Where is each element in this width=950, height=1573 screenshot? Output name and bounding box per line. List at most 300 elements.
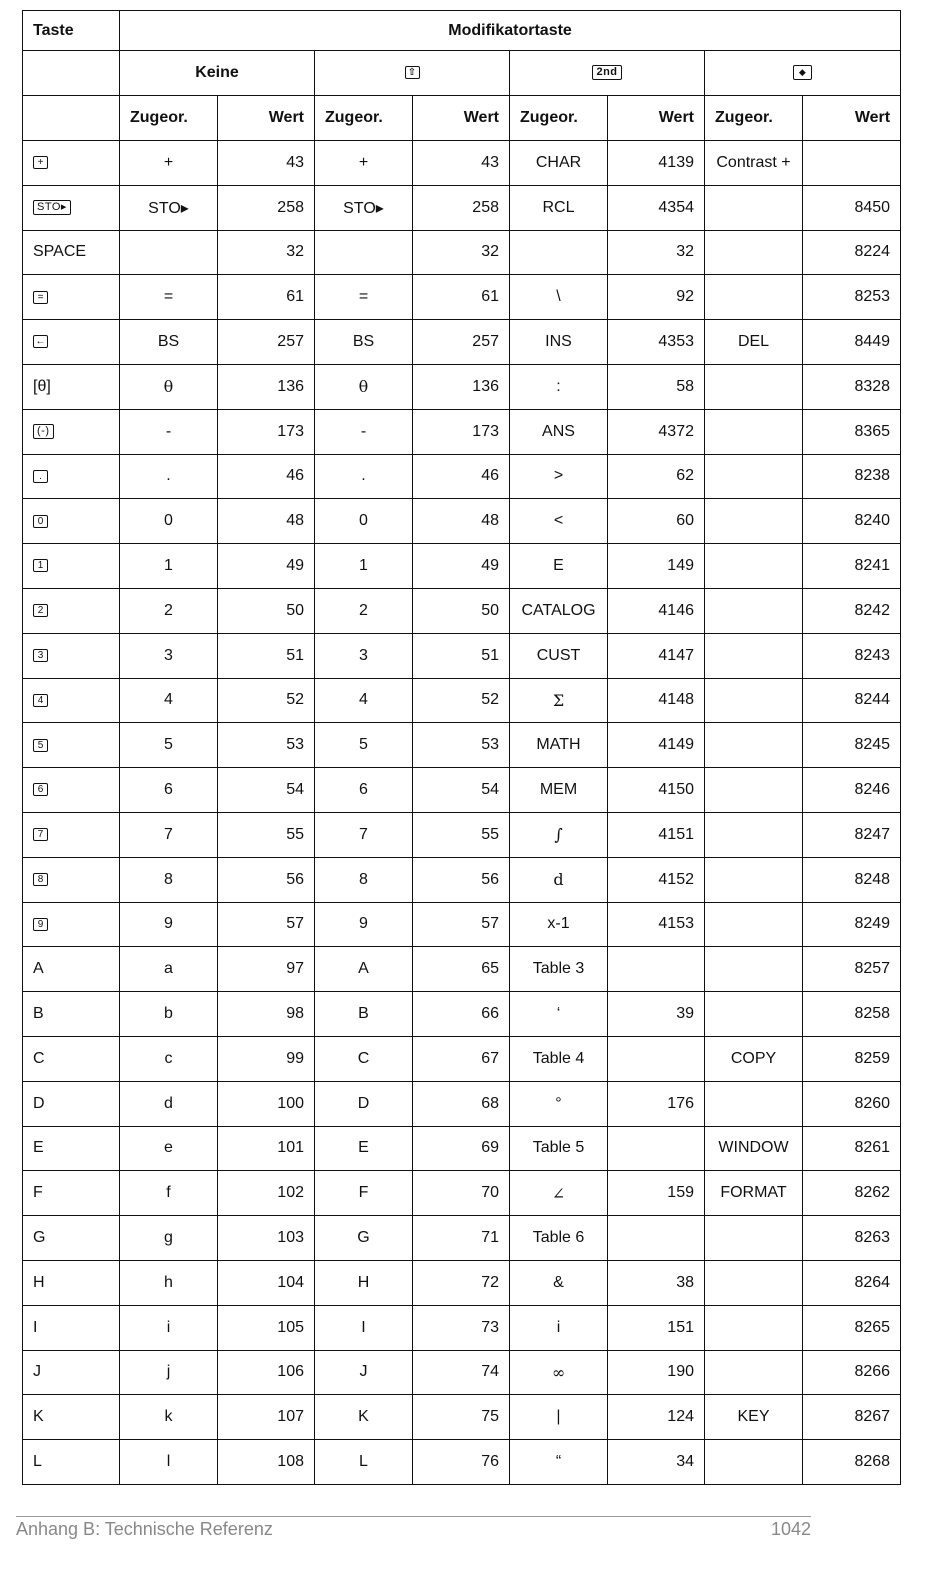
- key-icon: +: [33, 156, 48, 169]
- shift-assigned: θ: [315, 364, 413, 409]
- sub-value: Wert: [413, 96, 510, 141]
- diamond-value: 8266: [803, 1350, 901, 1395]
- shift-assigned: -: [315, 409, 413, 454]
- second-assigned: ANS: [510, 409, 608, 454]
- none-value: 54: [218, 768, 315, 813]
- table-row: [23, 185, 901, 230]
- shift-value: 51: [413, 633, 510, 678]
- diamond-assigned: [705, 723, 803, 768]
- second-assigned: i: [510, 1305, 608, 1350]
- key-icon: STO▸: [33, 200, 71, 215]
- second-assigned: MEM: [510, 768, 608, 813]
- shift-value: 71: [413, 1216, 510, 1261]
- shift-assigned: +: [315, 141, 413, 186]
- shift-value: 49: [413, 544, 510, 589]
- key-cell: I: [23, 1305, 120, 1350]
- shift-value: 48: [413, 499, 510, 544]
- second-value: 38: [608, 1260, 705, 1305]
- none-value: 55: [218, 812, 315, 857]
- diamond-value: 8249: [803, 902, 901, 947]
- header-empty: [23, 96, 120, 141]
- sub-assigned: Zugeor.: [120, 96, 218, 141]
- diamond-value: 8258: [803, 992, 901, 1037]
- key-cell: [23, 185, 120, 230]
- diamond-value: 8449: [803, 320, 901, 365]
- none-value: 106: [218, 1350, 315, 1395]
- shift-assigned: E: [315, 1126, 413, 1171]
- second-value: 34: [608, 1440, 705, 1485]
- group-diamond: [705, 51, 901, 96]
- table-row: [23, 1126, 901, 1171]
- second-assigned: °: [510, 1081, 608, 1126]
- second-value: 60: [608, 499, 705, 544]
- second-value: 4149: [608, 723, 705, 768]
- none-value: 56: [218, 857, 315, 902]
- second-assigned: INS: [510, 320, 608, 365]
- diamond-assigned: [705, 544, 803, 589]
- key-cell: [23, 588, 120, 633]
- diamond-value: 8224: [803, 230, 901, 275]
- table-row: [23, 588, 901, 633]
- header-empty: [23, 51, 120, 96]
- key-cell: [23, 275, 120, 320]
- diamond-value: 8263: [803, 1216, 901, 1261]
- diamond-value: 8240: [803, 499, 901, 544]
- diamond-value: 8264: [803, 1260, 901, 1305]
- shift-assigned: [315, 230, 413, 275]
- key-cell: [23, 902, 120, 947]
- shift-assigned: 4: [315, 678, 413, 723]
- shift-value: 56: [413, 857, 510, 902]
- diamond-value: 8260: [803, 1081, 901, 1126]
- diamond-value: 8253: [803, 275, 901, 320]
- key-cell: B: [23, 992, 120, 1037]
- table-row: [23, 678, 901, 723]
- none-assigned: i: [120, 1305, 218, 1350]
- shift-value: 54: [413, 768, 510, 813]
- table-row: [23, 544, 901, 589]
- none-assigned: 9: [120, 902, 218, 947]
- second-value: 62: [608, 454, 705, 499]
- shift-value: 69: [413, 1126, 510, 1171]
- shift-value: 53: [413, 723, 510, 768]
- none-value: 51: [218, 633, 315, 678]
- second-assigned: Σ: [510, 678, 608, 723]
- diamond-assigned: Contrast +: [705, 141, 803, 186]
- shift-value: 70: [413, 1171, 510, 1216]
- diamond-assigned: [705, 409, 803, 454]
- diamond-assigned: COPY: [705, 1036, 803, 1081]
- second-assigned: RCL: [510, 185, 608, 230]
- shift-value: 50: [413, 588, 510, 633]
- diamond-assigned: [705, 992, 803, 1037]
- diamond-value: 8247: [803, 812, 901, 857]
- second-value: [608, 1036, 705, 1081]
- key-icon: 1: [33, 559, 48, 572]
- second-value: 4148: [608, 678, 705, 723]
- second-key-icon: 2nd: [592, 65, 621, 80]
- second-value: [608, 947, 705, 992]
- diamond-value: 8265: [803, 1305, 901, 1350]
- second-value: 32: [608, 230, 705, 275]
- none-assigned: b: [120, 992, 218, 1037]
- table-row: [23, 499, 901, 544]
- table-row: [23, 1350, 901, 1395]
- second-assigned: :: [510, 364, 608, 409]
- shift-value: 68: [413, 1081, 510, 1126]
- diamond-assigned: [705, 947, 803, 992]
- none-assigned: [120, 230, 218, 275]
- shift-assigned: F: [315, 1171, 413, 1216]
- none-value: 107: [218, 1395, 315, 1440]
- second-value: [608, 1216, 705, 1261]
- table-row: [23, 857, 901, 902]
- key-icon: .: [33, 470, 48, 483]
- table-row: [23, 320, 901, 365]
- second-assigned: d: [510, 857, 608, 902]
- shift-assigned: G: [315, 1216, 413, 1261]
- none-value: 103: [218, 1216, 315, 1261]
- second-assigned: ∫: [510, 812, 608, 857]
- shift-assigned: 2: [315, 588, 413, 633]
- second-value: 4150: [608, 768, 705, 813]
- key-cell: [23, 320, 120, 365]
- second-value: 149: [608, 544, 705, 589]
- none-value: 104: [218, 1260, 315, 1305]
- table-row: [23, 1440, 901, 1485]
- shift-value: 66: [413, 992, 510, 1037]
- diamond-assigned: [705, 633, 803, 678]
- shift-assigned: 6: [315, 768, 413, 813]
- key-cell: [θ]: [23, 364, 120, 409]
- shift-value: 55: [413, 812, 510, 857]
- table-row: [23, 1036, 901, 1081]
- table-row: [23, 633, 901, 678]
- key-cell: J: [23, 1350, 120, 1395]
- key-icon: 3: [33, 649, 48, 662]
- sub-assigned: Zugeor.: [705, 96, 803, 141]
- diamond-value: 8365: [803, 409, 901, 454]
- none-assigned: 1: [120, 544, 218, 589]
- none-value: 49: [218, 544, 315, 589]
- key-icon: 5: [33, 739, 48, 752]
- second-assigned: x-1: [510, 902, 608, 947]
- none-assigned: f: [120, 1171, 218, 1216]
- diamond-value: [803, 141, 901, 186]
- second-assigned: Table 5: [510, 1126, 608, 1171]
- second-assigned: E: [510, 544, 608, 589]
- key-cell: [23, 812, 120, 857]
- shift-value: 61: [413, 275, 510, 320]
- key-icon: ←: [33, 335, 48, 348]
- none-value: 43: [218, 141, 315, 186]
- diamond-assigned: WINDOW: [705, 1126, 803, 1171]
- second-assigned: CHAR: [510, 141, 608, 186]
- diamond-value: 8242: [803, 588, 901, 633]
- key-cell: [23, 768, 120, 813]
- shift-value: 75: [413, 1395, 510, 1440]
- none-assigned: 7: [120, 812, 218, 857]
- shift-assigned: STO▸: [315, 185, 413, 230]
- second-value: 4372: [608, 409, 705, 454]
- shift-value: 136: [413, 364, 510, 409]
- second-value: 4139: [608, 141, 705, 186]
- diamond-key-icon: ◆: [793, 65, 812, 80]
- sub-value: Wert: [218, 96, 315, 141]
- table-row: [23, 1305, 901, 1350]
- none-assigned: 5: [120, 723, 218, 768]
- none-value: 257: [218, 320, 315, 365]
- key-icon: 4: [33, 694, 48, 707]
- key-icon: 0: [33, 515, 48, 528]
- group-shift: [315, 51, 510, 96]
- shift-assigned: A: [315, 947, 413, 992]
- group-none: Keine: [120, 51, 315, 96]
- shift-value: 43: [413, 141, 510, 186]
- none-assigned: k: [120, 1395, 218, 1440]
- table-row: [23, 409, 901, 454]
- none-assigned: j: [120, 1350, 218, 1395]
- shift-assigned: =: [315, 275, 413, 320]
- diamond-assigned: DEL: [705, 320, 803, 365]
- shift-value: 32: [413, 230, 510, 275]
- diamond-assigned: [705, 275, 803, 320]
- table-row: [23, 768, 901, 813]
- diamond-value: 8328: [803, 364, 901, 409]
- key-cell: F: [23, 1171, 120, 1216]
- second-assigned: ‘: [510, 992, 608, 1037]
- second-assigned: CUST: [510, 633, 608, 678]
- diamond-value: 8246: [803, 768, 901, 813]
- second-assigned: Table 4: [510, 1036, 608, 1081]
- second-assigned: <: [510, 499, 608, 544]
- shift-key-icon: ⇧: [405, 66, 420, 79]
- second-assigned: ∞: [510, 1350, 608, 1395]
- none-value: 97: [218, 947, 315, 992]
- table-row: [23, 454, 901, 499]
- shift-assigned: B: [315, 992, 413, 1037]
- sub-assigned: Zugeor.: [315, 96, 413, 141]
- second-value: 4153: [608, 902, 705, 947]
- diamond-assigned: [705, 1081, 803, 1126]
- none-assigned: BS: [120, 320, 218, 365]
- second-assigned: &: [510, 1260, 608, 1305]
- shift-value: 73: [413, 1305, 510, 1350]
- shift-value: 257: [413, 320, 510, 365]
- shift-assigned: I: [315, 1305, 413, 1350]
- table-row: [23, 364, 901, 409]
- diamond-assigned: [705, 1440, 803, 1485]
- none-assigned: 3: [120, 633, 218, 678]
- none-value: 48: [218, 499, 315, 544]
- table-row: [23, 1171, 901, 1216]
- table-row: [23, 1081, 901, 1126]
- key-cell: [23, 409, 120, 454]
- diamond-value: 8238: [803, 454, 901, 499]
- second-value: 58: [608, 364, 705, 409]
- diamond-assigned: [705, 230, 803, 275]
- key-icon: =: [33, 291, 48, 304]
- none-assigned: a: [120, 947, 218, 992]
- diamond-value: 8262: [803, 1171, 901, 1216]
- second-value: 124: [608, 1395, 705, 1440]
- table-row: [23, 1216, 901, 1261]
- shift-assigned: 5: [315, 723, 413, 768]
- second-assigned: [510, 230, 608, 275]
- shift-assigned: K: [315, 1395, 413, 1440]
- table-body: [23, 141, 901, 1485]
- key-cell: [23, 857, 120, 902]
- key-cell: [23, 723, 120, 768]
- table-row: [23, 230, 901, 275]
- key-cell: A: [23, 947, 120, 992]
- key-icon: 8: [33, 873, 48, 886]
- shift-value: 65: [413, 947, 510, 992]
- diamond-assigned: [705, 454, 803, 499]
- key-cell: [23, 633, 120, 678]
- table-row: [23, 992, 901, 1037]
- shift-value: 52: [413, 678, 510, 723]
- sub-value: Wert: [803, 96, 901, 141]
- diamond-assigned: FORMAT: [705, 1171, 803, 1216]
- none-value: 57: [218, 902, 315, 947]
- none-assigned: d: [120, 1081, 218, 1126]
- diamond-assigned: [705, 902, 803, 947]
- second-value: 92: [608, 275, 705, 320]
- none-value: 46: [218, 454, 315, 499]
- second-assigned: Table 3: [510, 947, 608, 992]
- diamond-assigned: [705, 1350, 803, 1395]
- none-assigned: STO▸: [120, 185, 218, 230]
- table-row: [23, 1395, 901, 1440]
- header-taste: Taste: [23, 11, 120, 51]
- second-assigned: >: [510, 454, 608, 499]
- none-value: 98: [218, 992, 315, 1037]
- second-value: 39: [608, 992, 705, 1037]
- table-row: [23, 141, 901, 186]
- key-cell: G: [23, 1216, 120, 1261]
- key-cell: [23, 454, 120, 499]
- second-value: 176: [608, 1081, 705, 1126]
- none-assigned: +: [120, 141, 218, 186]
- diamond-assigned: [705, 1216, 803, 1261]
- shift-value: 72: [413, 1260, 510, 1305]
- none-value: 105: [218, 1305, 315, 1350]
- diamond-value: 8243: [803, 633, 901, 678]
- key-cell: H: [23, 1260, 120, 1305]
- diamond-assigned: [705, 812, 803, 857]
- none-assigned: c: [120, 1036, 218, 1081]
- key-icon: 7: [33, 828, 48, 841]
- diamond-value: 8244: [803, 678, 901, 723]
- none-assigned: 2: [120, 588, 218, 633]
- none-value: 136: [218, 364, 315, 409]
- none-value: 108: [218, 1440, 315, 1485]
- diamond-value: 8259: [803, 1036, 901, 1081]
- none-value: 100: [218, 1081, 315, 1126]
- none-assigned: e: [120, 1126, 218, 1171]
- shift-value: 46: [413, 454, 510, 499]
- none-assigned: θ: [120, 364, 218, 409]
- key-cell: SPACE: [23, 230, 120, 275]
- diamond-assigned: [705, 185, 803, 230]
- key-cell: K: [23, 1395, 120, 1440]
- diamond-assigned: [705, 678, 803, 723]
- table-row: [23, 812, 901, 857]
- second-value: 4152: [608, 857, 705, 902]
- shift-assigned: .: [315, 454, 413, 499]
- page-footer: [16, 1516, 811, 1539]
- none-assigned: 8: [120, 857, 218, 902]
- second-value: 4353: [608, 320, 705, 365]
- none-value: 52: [218, 678, 315, 723]
- key-cell: [23, 499, 120, 544]
- none-value: 102: [218, 1171, 315, 1216]
- table-row: [23, 947, 901, 992]
- sub-value: Wert: [608, 96, 705, 141]
- page-number: 1042: [770, 1519, 811, 1539]
- table-row: [23, 275, 901, 320]
- diamond-value: 8245: [803, 723, 901, 768]
- shift-assigned: 3: [315, 633, 413, 678]
- key-icon: (-): [33, 424, 54, 439]
- none-value: 99: [218, 1036, 315, 1081]
- none-value: 32: [218, 230, 315, 275]
- second-assigned: CATALOG: [510, 588, 608, 633]
- none-assigned: =: [120, 275, 218, 320]
- shift-assigned: L: [315, 1440, 413, 1485]
- diamond-assigned: [705, 1305, 803, 1350]
- key-cell: D: [23, 1081, 120, 1126]
- second-assigned: “: [510, 1440, 608, 1485]
- key-icon: 9: [33, 918, 48, 931]
- diamond-value: 8268: [803, 1440, 901, 1485]
- key-cell: [23, 141, 120, 186]
- shift-value: 173: [413, 409, 510, 454]
- second-value: 159: [608, 1171, 705, 1216]
- second-assigned: Table 6: [510, 1216, 608, 1261]
- shift-assigned: H: [315, 1260, 413, 1305]
- shift-assigned: 7: [315, 812, 413, 857]
- none-assigned: l: [120, 1440, 218, 1485]
- diamond-assigned: KEY: [705, 1395, 803, 1440]
- diamond-value: 8450: [803, 185, 901, 230]
- key-code-table: [22, 10, 901, 1485]
- diamond-assigned: [705, 857, 803, 902]
- key-cell: L: [23, 1440, 120, 1485]
- second-value: 4151: [608, 812, 705, 857]
- diamond-value: 8267: [803, 1395, 901, 1440]
- shift-assigned: C: [315, 1036, 413, 1081]
- none-assigned: .: [120, 454, 218, 499]
- none-value: 173: [218, 409, 315, 454]
- second-value: 4147: [608, 633, 705, 678]
- diamond-value: 8248: [803, 857, 901, 902]
- second-assigned: \: [510, 275, 608, 320]
- key-icon: 6: [33, 783, 48, 796]
- diamond-assigned: [705, 364, 803, 409]
- table-row: [23, 1260, 901, 1305]
- sub-assigned: Zugeor.: [510, 96, 608, 141]
- none-assigned: -: [120, 409, 218, 454]
- none-assigned: g: [120, 1216, 218, 1261]
- shift-value: 74: [413, 1350, 510, 1395]
- shift-assigned: 1: [315, 544, 413, 589]
- second-assigned: |: [510, 1395, 608, 1440]
- second-value: 4146: [608, 588, 705, 633]
- second-assigned: ∠: [510, 1171, 608, 1216]
- table-row: [23, 902, 901, 947]
